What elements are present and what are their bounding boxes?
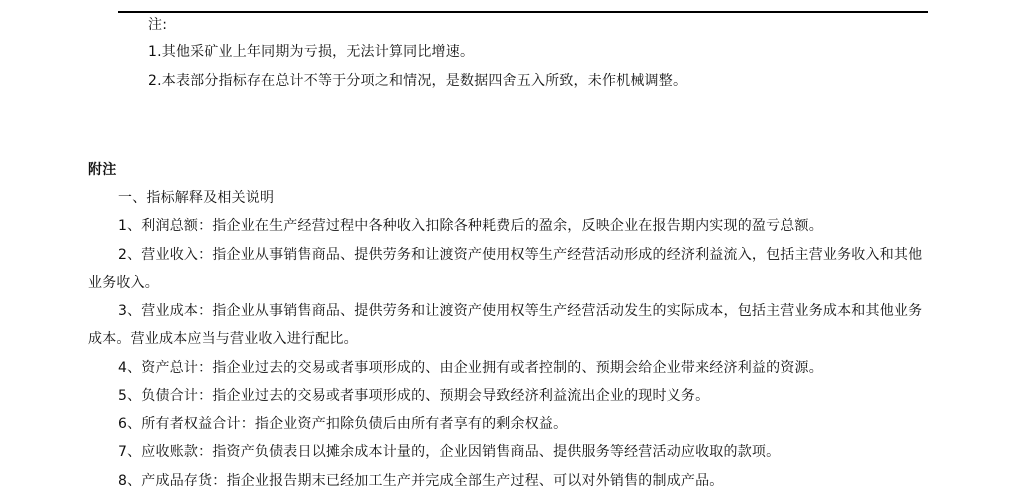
definition-finished-goods-inventory: 8、产成品存货：指企业报告期末已经加工生产并完成全部生产过程、可以对外销售的制成产品。: [118, 473, 724, 489]
definition-total-liabilities: 5、负债合计：指企业过去的交易或者事项形成的、预期会导致经济利益流出企业的现时义务。: [118, 388, 710, 404]
section-title: 一、指标解释及相关说明: [118, 190, 275, 206]
note-item-1: 1.其他采矿业上年同期为亏损，无法计算同比增速。: [148, 44, 475, 60]
definition-profit-total: 1、利润总额：指企业在生产经营过程中各种收入扣除各种耗费后的盈余，反映企业在报告期内实现的盈亏总额。: [118, 218, 823, 234]
definition-operating-cost: 3、营业成本：指企业从事销售商品、提供劳务和让渡资产使用权等生产经营活动发生的实际成本，包括主营业务成本和其他业务: [118, 303, 923, 319]
definition-operating-revenue-cont: 业务收入。: [88, 275, 159, 291]
notes-label: 注:: [148, 17, 168, 33]
definition-accounts-receivable: 7、应收账款：指资产负债表日以摊余成本计量的，企业因销售商品、提供服务等经营活动应收取的款项。: [118, 444, 781, 460]
definition-operating-revenue: 2、营业收入：指企业从事销售商品、提供劳务和让渡资产使用权等生产经营活动形成的经济利益流入，包括主营业务收入和其他: [118, 247, 923, 263]
definition-operating-cost-cont: 成本。营业成本应当与营业收入进行配比。: [88, 331, 358, 347]
appendix-title: 附注: [88, 162, 117, 178]
note-item-2: 2.本表部分指标存在总计不等于分项之和情况，是数据四舍五入所致，未作机械调整。: [148, 73, 688, 89]
definition-owners-equity: 6、所有者权益合计：指企业资产扣除负债后由所有者享有的剩余权益。: [118, 416, 568, 432]
table-bottom-rule: [118, 11, 928, 13]
definition-total-assets: 4、资产总计：指企业过去的交易或者事项形成的、由企业拥有或者控制的、预期会给企业带来经济利益的资源。: [118, 360, 823, 376]
